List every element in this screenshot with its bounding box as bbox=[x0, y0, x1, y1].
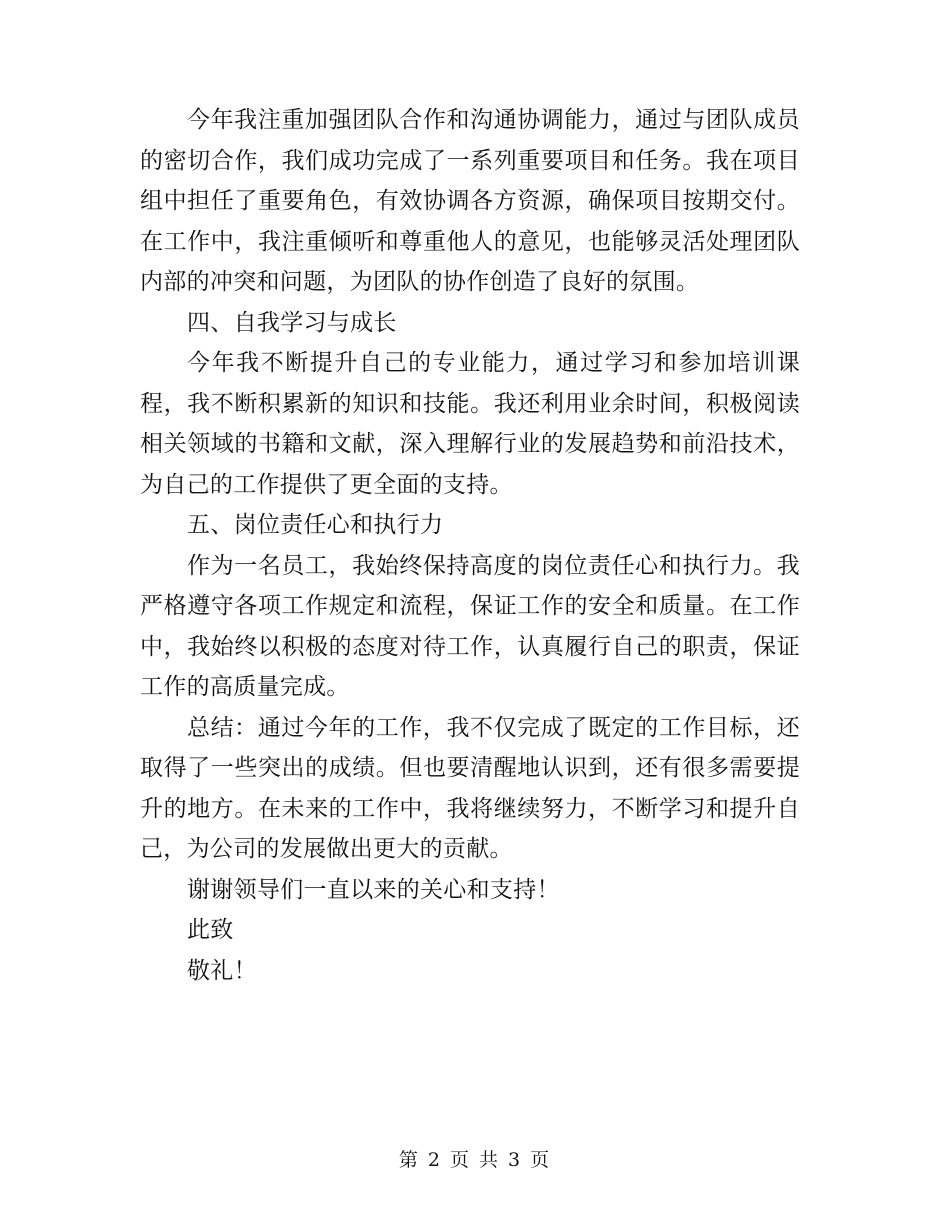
paragraph-responsibility: 作为一名员工，我始终保持高度的岗位责任心和执行力。我严格遵守各项工作规定和流程，保证工作的安全和质量。在工作中，我始终以积极的态度对待工作，认真履行自己的职责，保证工作的高质量完成。 bbox=[140, 552, 800, 700]
closing-salutation: 此致 bbox=[187, 917, 234, 943]
section-heading-self-learning: 四、自我学习与成长 bbox=[187, 309, 397, 336]
page-number-footer: 第 2 页 共 3 页 bbox=[398, 1149, 552, 1171]
closing-regards: 敬礼！ bbox=[187, 957, 257, 984]
section-heading-responsibility: 五、岗位责任心和执行力 bbox=[187, 512, 444, 538]
paragraph-thanks: 谢谢领导们一直以来的关心和支持！ bbox=[187, 876, 560, 903]
paragraph-summary: 总结：通过今年的工作，我不仅完成了既定的工作目标，还取得了一些突出的成绩。但也要清醒地认识到，还有很多需要提升的地方。在未来的工作中，我将继续努力，不断学习和提升自己，为公司的发展做出更大的贡献。 bbox=[140, 714, 800, 862]
paragraph-teamwork: 今年我注重加强团队合作和沟通协调能力，通过与团队成员的密切合作，我们成功完成了一系列重要项目和任务。我在项目组中担任了重要角色，有效协调各方资源，确保项目按期交付。在工作中，我注重倾听和尊重他人的意见，也能够灵活处理团队内部的冲突和问题，为团队的协作创造了良好的氛围。 bbox=[140, 107, 800, 295]
document-body bbox=[140, 100, 800, 991]
paragraph-self-learning: 今年我不断提升自己的专业能力，通过学习和参加培训课程，我不断积累新的知识和技能。我还利用业余时间，积极阅读相关领域的书籍和文献，深入理解行业的发展趋势和前沿技术，为自己的工作提供了更全面的支持。 bbox=[140, 350, 800, 498]
